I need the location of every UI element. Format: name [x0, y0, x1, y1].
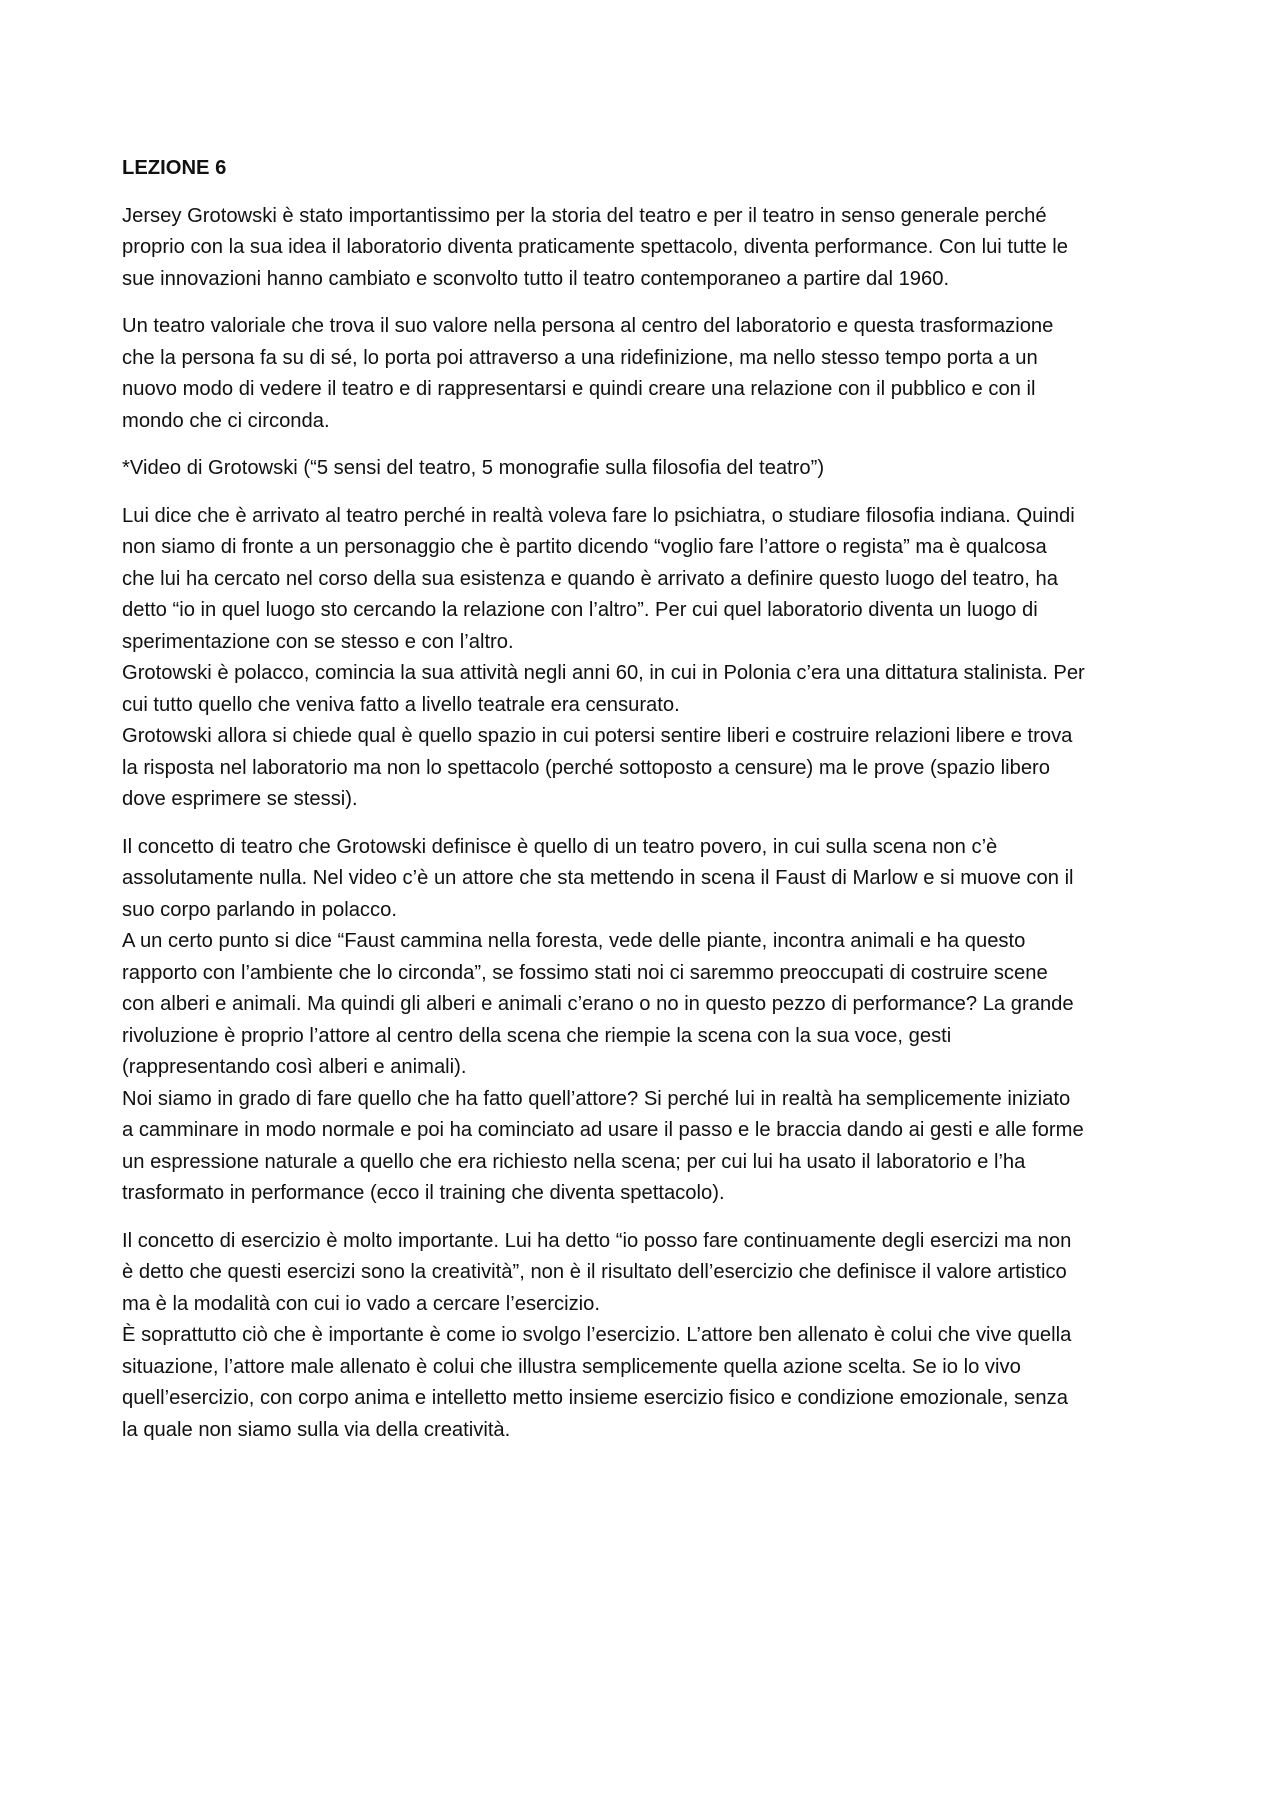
text-line: nuovo modo di vedere il teatro e di rappresentarsi e quindi creare una relazione con il pubblico e con il: [122, 378, 1036, 400]
text-line: A un certo punto si dice “Faust cammina nella foresta, vede delle piante, incontra animali e ha questo: [122, 930, 1026, 952]
text-line: mondo che ci circonda.: [122, 409, 330, 432]
text-line: Jersey Grotowski è stato importantissimo per la storia del teatro e per il teatro in senso generale perché: [122, 204, 1047, 227]
text-line: Il concetto di teatro che Grotowski definisce è quello di un teatro povero, in cui sulla scena non c’è: [122, 835, 998, 858]
text-line: la risposta nel laboratorio ma non lo spettacolo (perché sottoposto a censure) ma le prove (spazio libero: [122, 756, 1051, 779]
text-line: rapporto con l’ambiente che lo circonda”, se fossimo stati noi ci saremmo preoccupati di costruire scene: [122, 961, 1048, 984]
text-line: sue innovazioni hanno cambiato e sconvolto tutto il teatro contemporaneo a partire dal 1960.: [122, 267, 950, 290]
paragraph-1: [122, 201, 1172, 296]
text-line: Grotowski allora si chiede qual è quello spazio in cui potersi sentire liberi e costruire relazioni libere e trova: [122, 725, 1073, 747]
text-line: Un teatro valoriale che trova il suo valore nella persona al centro del laboratorio e questa trasformazione: [122, 315, 1054, 337]
text-line: che lui ha cercato nel corso della sua esistenza e quando è arrivato a definire questo luogo del teatro, ha: [122, 567, 1058, 590]
paragraph-3: [122, 453, 1172, 485]
paragraph-5: [122, 832, 1172, 1210]
paragraph-4: [122, 501, 1172, 816]
text-line: non siamo di fronte a un personaggio che è partito dicendo “voglio fare l’attore o regista” ma è qualcosa: [122, 536, 1047, 558]
text-line: suo corpo parlando in polacco.: [122, 898, 397, 921]
text-line: trasformato in performance (ecco il training che diventa spettacolo).: [122, 1182, 725, 1204]
text-line: è detto che questi esercizi sono la creatività”, non è il risultato dell’esercizio che definisce il valore artistico: [122, 1261, 1067, 1283]
text-line: È soprattutto ciò che è importante è come io svolgo l’esercizio. L’attore ben allenato è colui che vive quella: [122, 1324, 1072, 1346]
document-page: [122, 153, 1172, 1462]
text-line: che la persona fa su di sé, lo porta poi attraverso a una ridefinizione, ma nello stesso tempo porta a un: [122, 346, 1038, 369]
text-line: con alberi e animali. Ma quindi gli alberi e animali c’erano o no in questo pezzo di performance? La grande: [122, 993, 1074, 1015]
text-line: a camminare in modo normale e poi ha cominciato ad usare il passo e le braccia dando ai gesti e alle forme: [122, 1119, 1084, 1141]
text-line: situazione, l’attore male allenato è colui che illustra semplicemente quella azione scelta. Se io lo vivo: [122, 1355, 1021, 1378]
lesson-title: LEZIONE 6: [122, 157, 227, 179]
text-line: dove esprimere se stessi).: [122, 788, 358, 810]
paragraph-6: [122, 1226, 1172, 1447]
text-line: detto “io in quel luogo sto cercando la relazione con l’altro”. Per cui quel laboratorio diventa un luogo di: [122, 599, 1038, 621]
text-line: la quale non siamo sulla via della creatività.: [122, 1418, 511, 1441]
text-line: sperimentazione con se stesso e con l’altro.: [122, 630, 514, 653]
text-line: Noi siamo in grado di fare quello che ha fatto quell’attore? Si perché lui in realtà ha semplicemente iniziato: [122, 1087, 1071, 1110]
text-line: Grotowski è polacco, comincia la sua attività negli anni 60, in cui in Polonia c’era una dittatura stalinista. Per: [122, 662, 1085, 684]
text-line: *Video di Grotowski (“5 sensi del teatro, 5 monografie sulla filosofia del teatro”): [122, 457, 825, 479]
text-line: ma è la modalità con cui io vado a cercare l’esercizio.: [122, 1292, 600, 1315]
text-line: proprio con la sua idea il laboratorio diventa praticamente spettacolo, diventa performance. Con lui tutte le: [122, 236, 1068, 258]
text-line: un espressione naturale a quello che era richiesto nella scena; per cui lui ha usato il laboratorio e l’ha: [122, 1150, 1026, 1173]
text-line: (rappresentando così alberi e animali).: [122, 1056, 467, 1078]
text-line: cui tutto quello che veniva fatto a livello teatrale era censurato.: [122, 693, 680, 716]
paragraph-2: [122, 311, 1172, 437]
text-line: Il concetto di esercizio è molto importante. Lui ha detto “io posso fare continuamente degli esercizi ma non: [122, 1229, 1072, 1252]
text-line: quell’esercizio, con corpo anima e intelletto metto insieme esercizio fisico e condizione emozionale, senza: [122, 1387, 1068, 1409]
text-line: assolutamente nulla. Nel video c’è un attore che sta mettendo in scena il Faust di Marlow e si muove con il: [122, 867, 1074, 889]
text-line: Lui dice che è arrivato al teatro perché in realtà voleva fare lo psichiatra, o studiare filosofia indiana. Quindi: [122, 504, 1075, 527]
text-line: rivoluzione è proprio l’attore al centro della scena che riempie la scena con la sua voce, gesti: [122, 1024, 952, 1047]
